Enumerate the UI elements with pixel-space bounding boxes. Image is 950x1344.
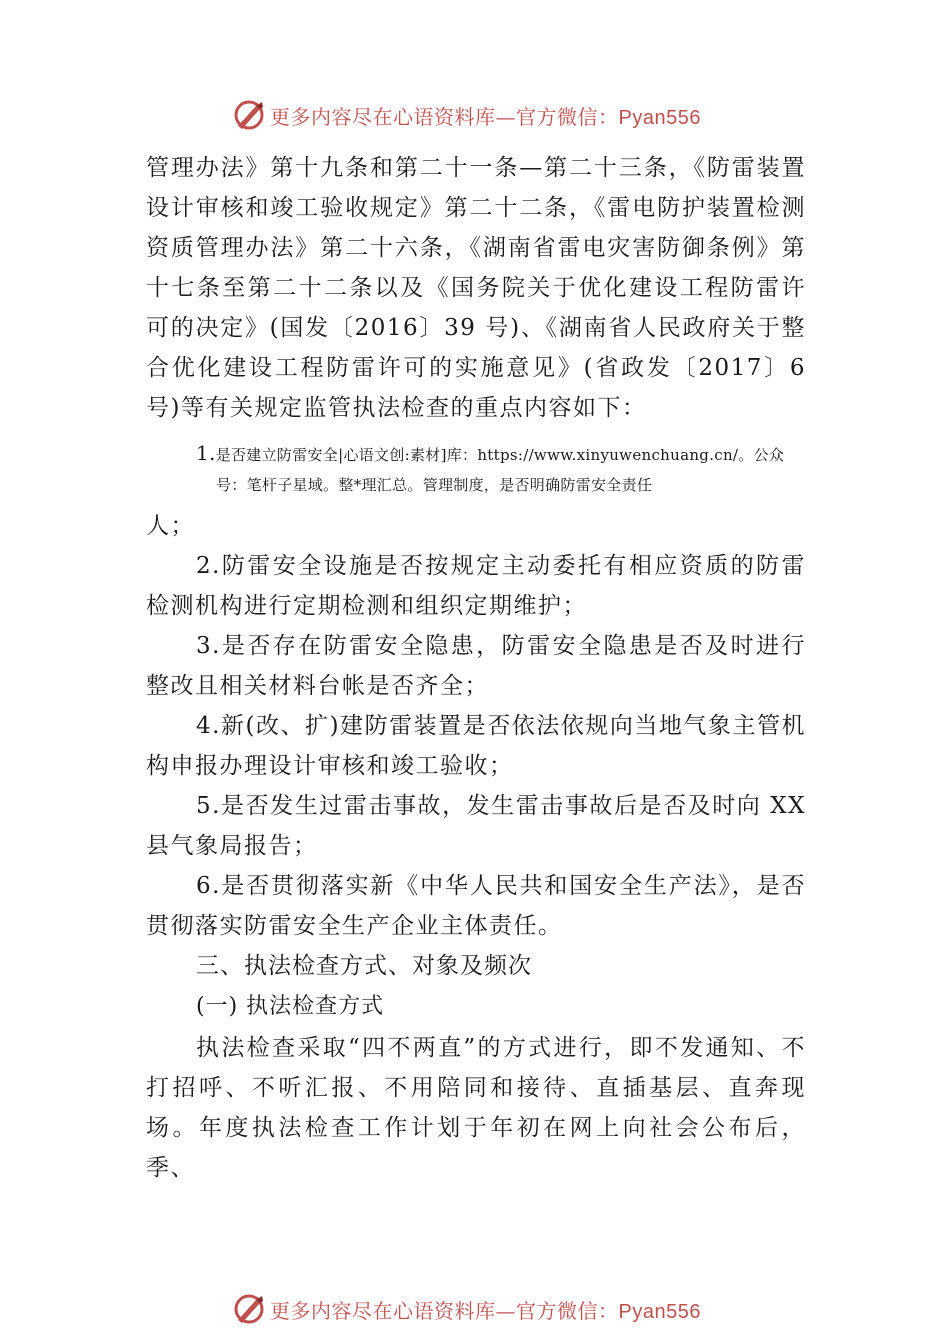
document-body xyxy=(146,148,806,1188)
footer-banner-text: 更多内容尽在心语资料库—官方微信：Pyan556 xyxy=(270,1298,701,1323)
method-paragraph: 执法检查采取“四不两直”的方式进行，即不发通知、不打招呼、不听汇报、不用陪同和接待、直插基层、直奔现场。年度执法检查工作计划于年初在网上向社会公布后，季、 xyxy=(146,1035,806,1181)
header-banner xyxy=(232,98,701,132)
subsection-1-heading: (一) 执法检查方式 xyxy=(196,994,385,1019)
footer-banner xyxy=(232,1292,701,1326)
list-item-1-tail: 人； xyxy=(146,513,195,539)
list-item-4: 4.新(改、扩)建防雷装置是否依法依规向当地气象主管机构申报办理设计审核和竣工验收； xyxy=(146,713,806,779)
section-3-heading: 三、执法检查方式、对象及频次 xyxy=(196,953,532,979)
list-item-3: 3.是否存在防雷安全隐患，防雷安全隐患是否及时进行整改且相关材料台帐是否齐全； xyxy=(146,633,806,699)
header-wechat-id: Pyan556 xyxy=(618,106,701,129)
pen-logo-icon xyxy=(232,98,266,132)
list-item-6: 6.是否贯彻落实新《中华人民共和国安全生产法》，是否贯彻落实防雷安全生产企业主体责任。 xyxy=(146,873,806,939)
intro-paragraph: 管理办法》第十九条和第二十一条—第二十三条，《防雷装置设计审核和竣工验收规定》第二十二条，《雷电防护装置检测资质管理办法》第二十六条，《湖南省雷电灾害防御条例》第十七条至第二十二条以及《国务院关于优化建设工程防雷许可的决定》(国发〔2016〕39 号)、《湖南省人民政府关于整合优化建设工程防雷许可的实施意见》(省政发〔2017〕6 号)等有关规定监管执法检查的重点内容如下： xyxy=(146,155,806,421)
list-item-1 xyxy=(196,438,806,500)
list-item-5: 5.是否发生过雷击事故，发生雷击事故后是否及时向 XX 县气象局报告； xyxy=(146,793,806,859)
footer-wechat-id: Pyan556 xyxy=(618,1300,701,1323)
header-banner-text: 更多内容尽在心语资料库—官方微信：Pyan556 xyxy=(270,104,701,129)
list-item-2: 2.防雷安全设施是否按规定主动委托有相应资质的防雷检测机构进行定期检测和组织定期维护； xyxy=(146,553,806,619)
list-item-1-text: 是否建立防雷安全|心语文创:素材]库：https://www.xinyuwenchuang.cn/。公众号：笔杆子星域。整*理汇总。管理制度，是否明确防雷安全责任 xyxy=(215,446,785,494)
list-item-1-number: 1. xyxy=(196,441,216,465)
pen-logo-icon xyxy=(232,1292,266,1326)
